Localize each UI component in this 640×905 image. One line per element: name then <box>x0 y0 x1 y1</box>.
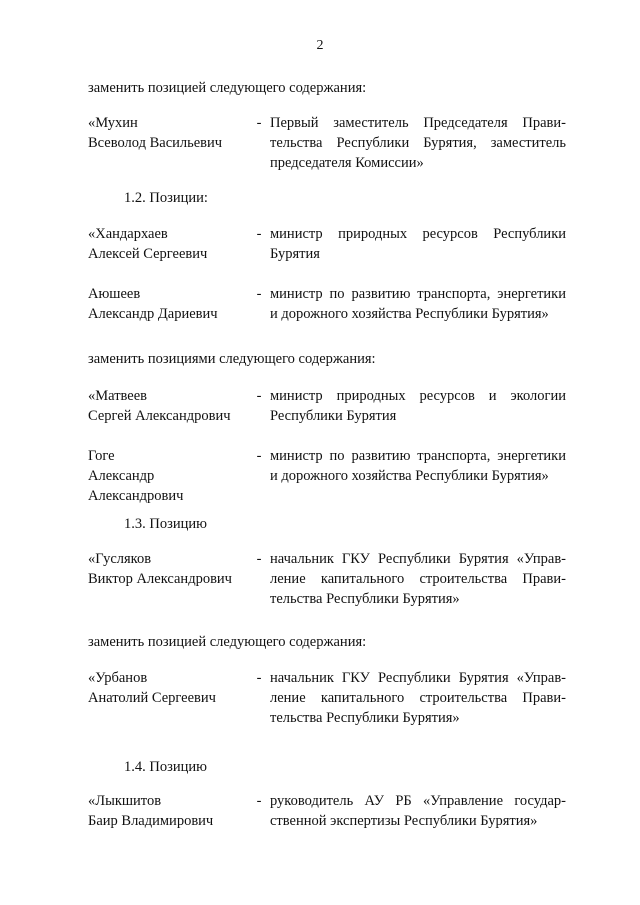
person-name: Гоге Александр Александрович <box>88 448 184 504</box>
person-name: Аюшеев Александр Дариевич <box>88 286 218 322</box>
position-title: министр по развитию транспорта, энергетики и дорожного хозяйства Республики Бурятия» <box>270 448 566 484</box>
dash-separator: - <box>256 670 262 686</box>
position-title: начальник ГКУ Республики Бурятия «Управ- ление капитального строительства Прави- тельства Республики Бурятия» <box>270 670 566 726</box>
dash-separator: - <box>256 551 262 567</box>
position-title: начальник ГКУ Республики Бурятия «Управ- ление капитального строительства Прави- тельства Республики Бурятия» <box>270 551 566 607</box>
person-name: «Мухин Всеволод Васильевич <box>88 115 223 151</box>
list-item <box>88 791 568 851</box>
person-name: «Хандархаев Алексей Сергеевич <box>88 226 208 262</box>
list-item <box>88 284 568 344</box>
person-name: «Урбанов Анатолий Сергеевич <box>88 670 216 706</box>
person-name: «Матвеев Сергей Александрович <box>88 388 231 424</box>
paragraph-replace-3: заменить позицией следующего содержания: <box>88 634 367 650</box>
dash-separator: - <box>256 448 262 464</box>
paragraph-replace-2: заменить позициями следующего содержания: <box>88 351 376 367</box>
paragraph-replace-1: заменить позицией следующего содержания: <box>88 80 367 96</box>
list-item <box>88 549 568 609</box>
dash-separator: - <box>256 226 262 242</box>
page-number: 2 <box>316 38 324 53</box>
list-item <box>88 668 568 728</box>
person-name: «Лыкшитов Баир Владимирович <box>88 793 214 829</box>
person-name: «Гусляков Виктор Александрович <box>88 551 232 587</box>
list-item <box>88 113 568 173</box>
list-item <box>88 386 568 446</box>
list-item <box>88 446 568 506</box>
dash-separator: - <box>256 286 262 302</box>
position-title: министр природных ресурсов Республики Бурятия <box>270 226 566 262</box>
subheading-1-3: 1.3. Позицию <box>124 516 207 532</box>
position-title: руководитель АУ РБ «Управление государ- ственной экспертизы Республики Бурятия» <box>270 793 566 829</box>
list-item <box>88 224 568 284</box>
position-title: министр природных ресурсов и экологии Республики Бурятия <box>270 388 566 424</box>
position-title: министр по развитию транспорта, энергетики и дорожного хозяйства Республики Бурятия» <box>270 286 566 322</box>
dash-separator: - <box>256 793 262 809</box>
subheading-1-4: 1.4. Позицию <box>124 759 207 775</box>
dash-separator: - <box>256 115 262 131</box>
position-title: Первый заместитель Председателя Прави- тельства Республики Бурятия, заместитель председателя Комиссии» <box>270 115 566 171</box>
dash-separator: - <box>256 388 262 404</box>
subheading-1-2: 1.2. Позиции: <box>124 190 208 206</box>
